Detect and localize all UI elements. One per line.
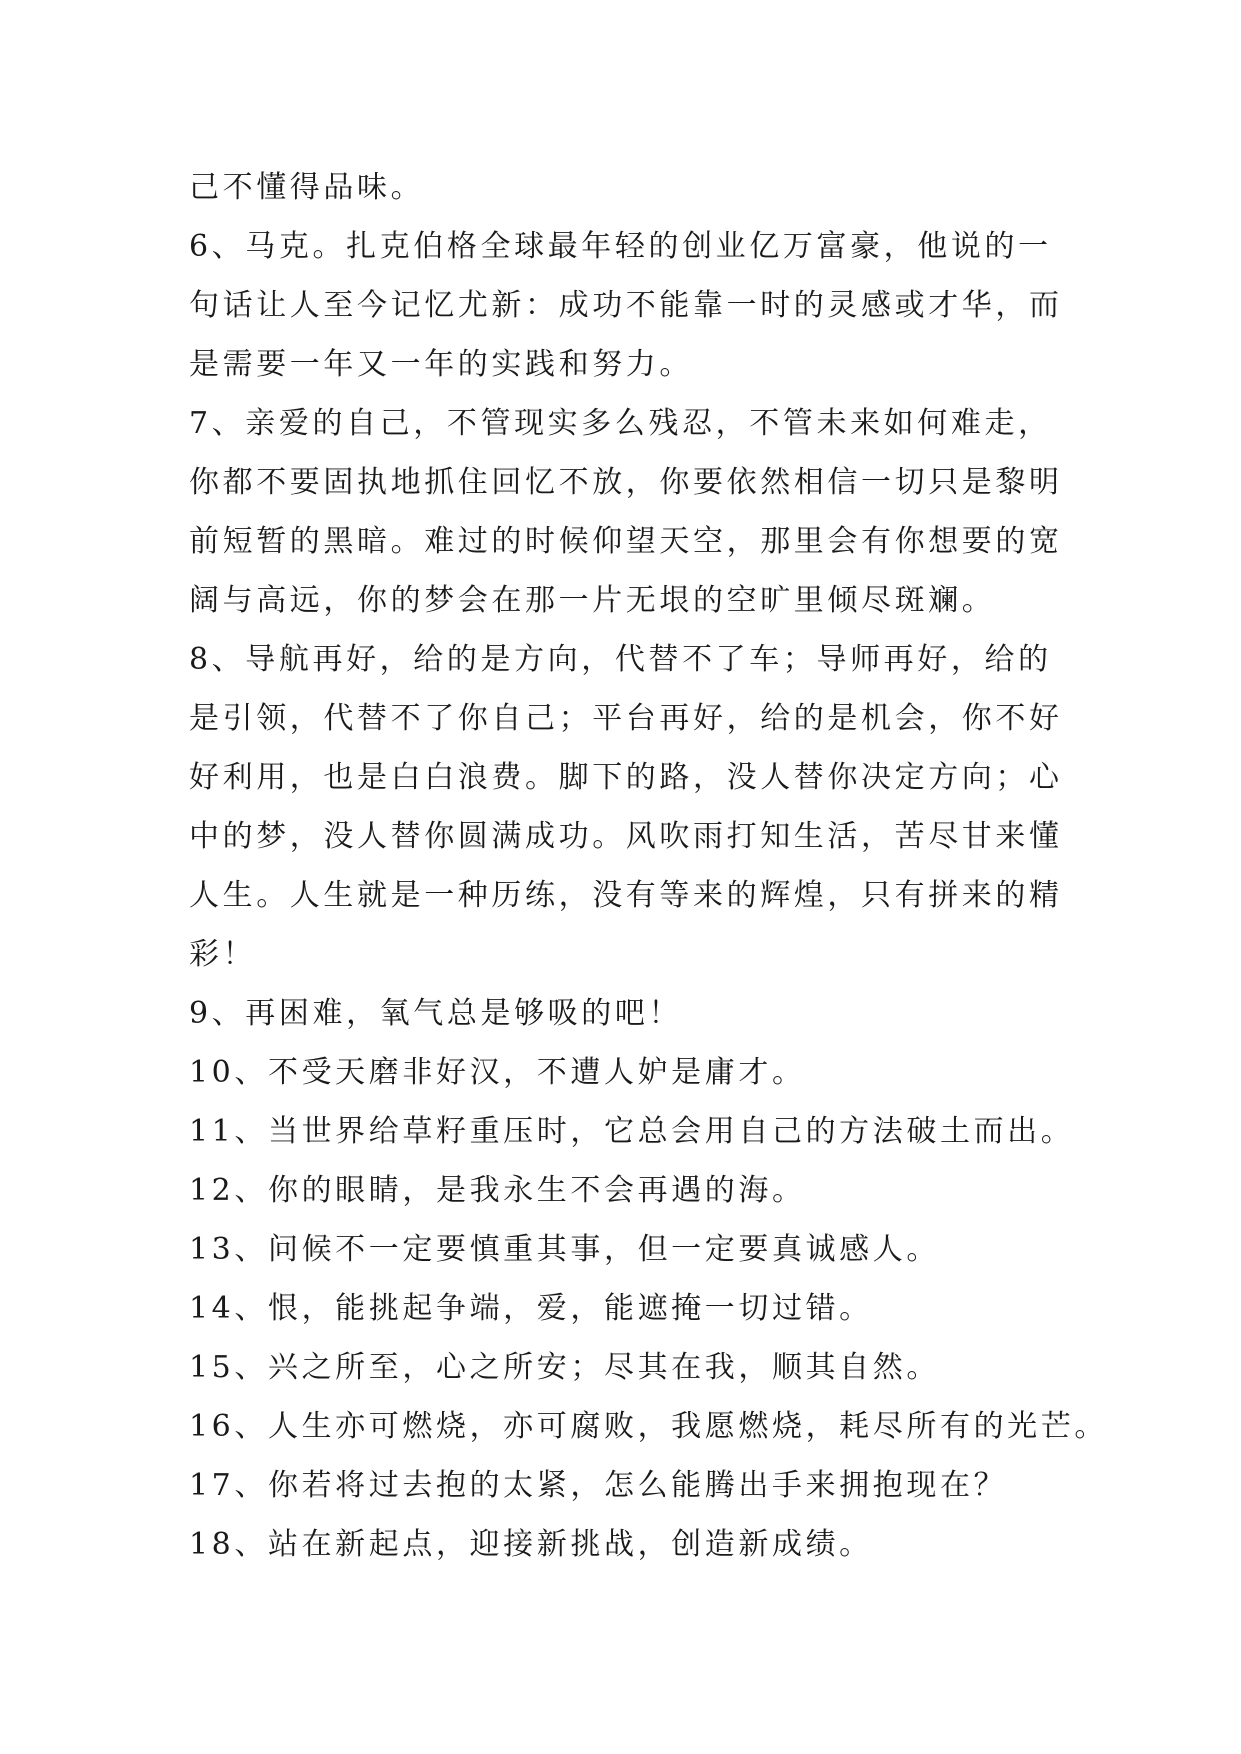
text-line: 人生。人生就是一种历练，没有等来的辉煌，只有拼来的精 [189,878,1063,913]
document-body [189,158,1108,1574]
text-line: 彩！ [189,937,257,972]
text-line: 阔与高远，你的梦会在那一片无垠的空旷里倾尽斑斓。 [189,583,996,618]
text-line: 10、不受天磨非好汉，不遭人妒是庸才。 [189,1055,806,1090]
text-line: 前短暂的黑暗。难过的时候仰望天空，那里会有你想要的宽 [189,524,1063,559]
text-line: 是需要一年又一年的实践和努力。 [189,347,693,382]
text-line: 6、马克。扎克伯格全球最年轻的创业亿万富豪，他说的一 [189,229,1052,264]
text-line: 7、亲爱的自己，不管现实多么残忍，不管未来如何难走， [189,406,1052,441]
text-line: 11、当世界给草籽重压时，它总会用自己的方法破土而出。 [189,1114,1075,1149]
text-line: 18、站在新起点，迎接新挑战，创造新成绩。 [189,1527,873,1562]
text-line: 17、你若将过去抱的太紧，怎么能腾出手来拥抱现在？ [189,1468,1008,1503]
text-line: 你都不要固执地抓住回忆不放，你要依然相信一切只是黎明 [189,465,1063,500]
text-line: 9、再困难，氧气总是够吸的吧！ [189,996,683,1031]
text-line: 15、兴之所至，心之所安；尽其在我，顺其自然。 [189,1350,940,1385]
text-line: 8、导航再好，给的是方向，代替不了车；导师再好，给的 [189,642,1052,677]
text-line: 13、问候不一定要慎重其事，但一定要真诚感人。 [189,1232,940,1267]
text-line: 中的梦，没人替你圆满成功。风吹雨打知生活，苦尽甘来懂 [189,819,1063,854]
text-line: 12、你的眼睛，是我永生不会再遇的海。 [189,1173,806,1208]
text-line: 句话让人至今记忆尤新：成功不能靠一时的灵感或才华，而 [189,288,1063,323]
text-line: 己不懂得品味。 [189,170,425,205]
text-line: 14、恨，能挑起争端，爱，能遮掩一切过错。 [189,1291,873,1326]
text-line: 是引领，代替不了你自己；平台再好，给的是机会，你不好 [189,701,1063,736]
text-line: 好利用，也是白白浪费。脚下的路，没人替你决定方向；心 [189,760,1063,795]
text-line: 16、人生亦可燃烧，亦可腐败，我愿燃烧，耗尽所有的光芒。 [189,1409,1108,1444]
